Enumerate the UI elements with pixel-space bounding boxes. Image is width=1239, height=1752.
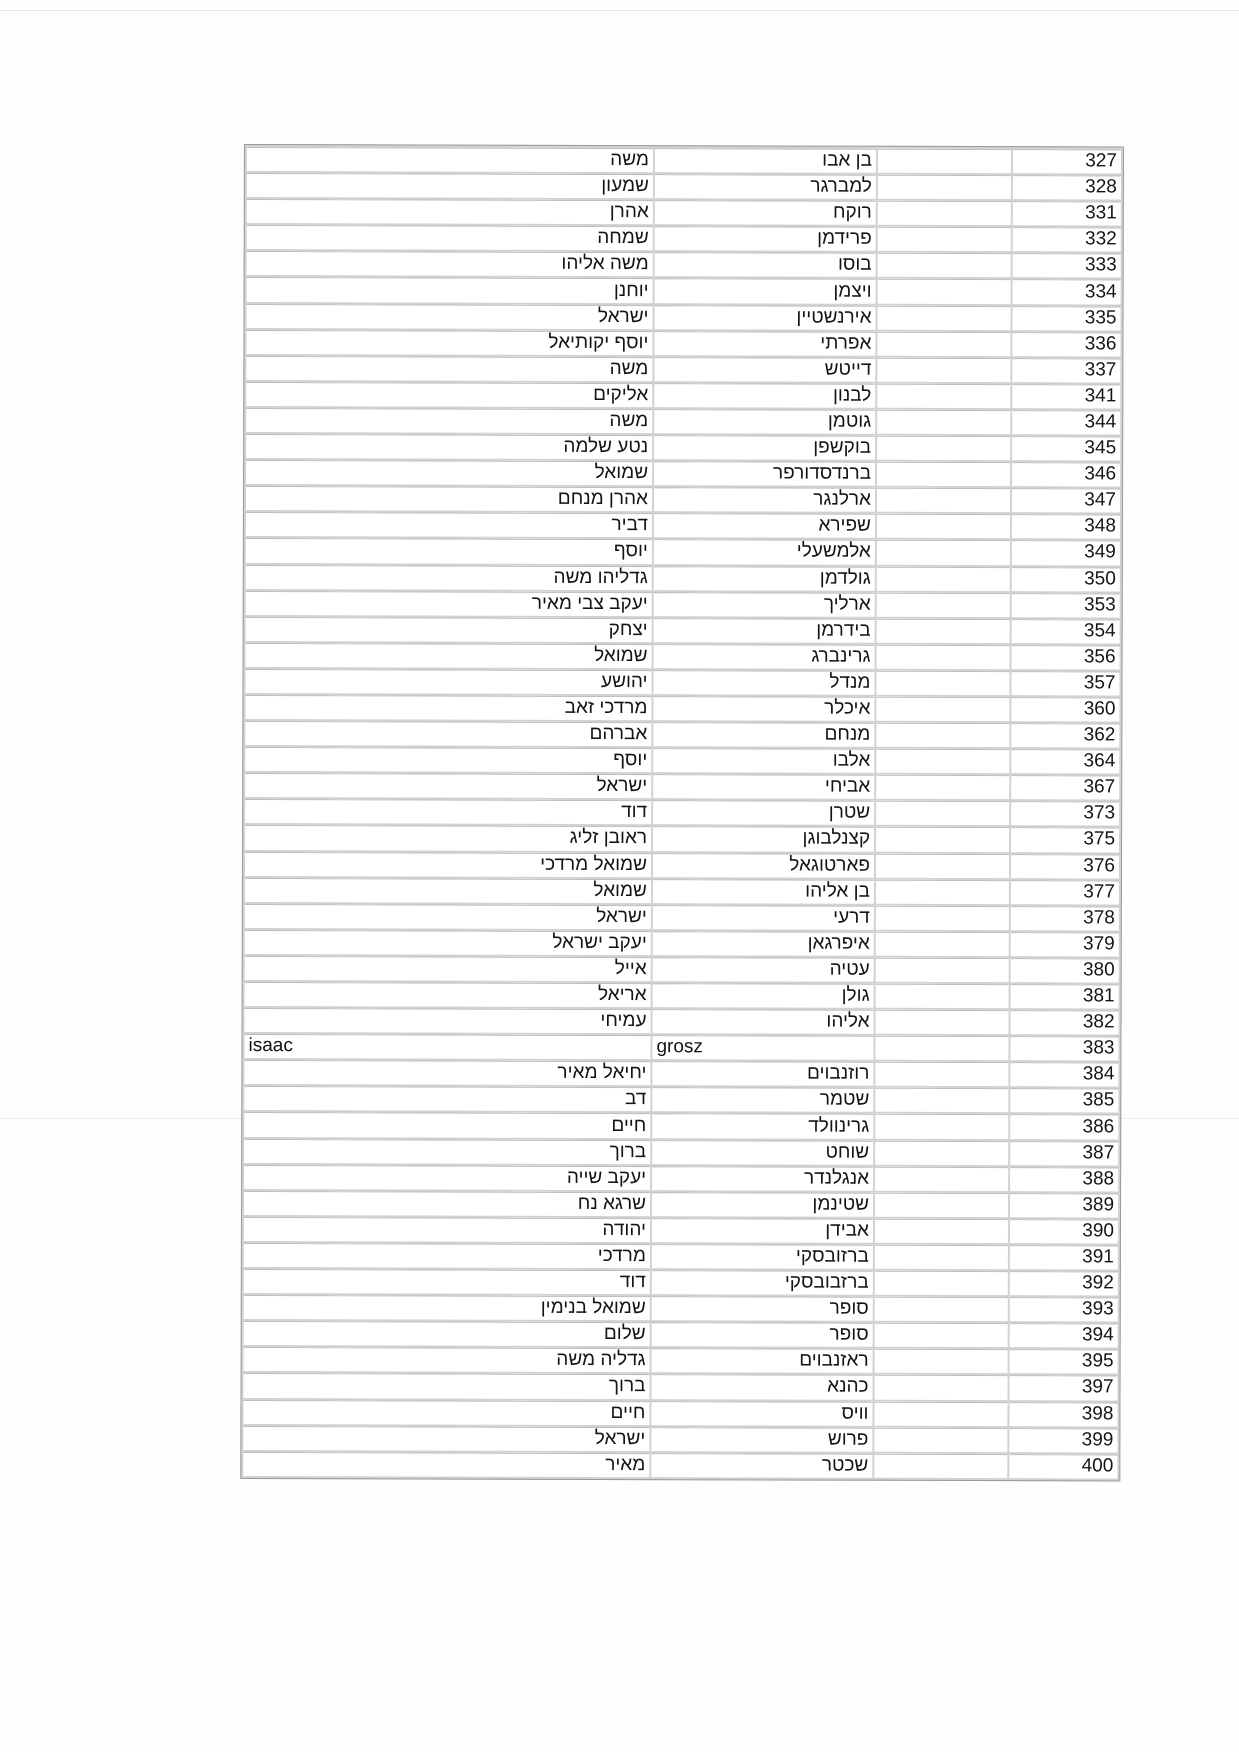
empty-cell [874,1427,1007,1451]
table-row [246,356,1120,383]
number-cell: 357 [1011,671,1119,695]
empty-cell [875,1297,1008,1321]
empty-cell [876,853,1009,877]
empty-cell [876,879,1009,903]
number-cell: 348 [1012,514,1120,538]
table-row [246,538,1120,565]
last-name-cell: איפרגאן [653,931,874,956]
empty-cell [877,592,1010,616]
number-cell: 327 [1013,149,1121,173]
table-row [247,225,1121,252]
table-row [243,1400,1117,1427]
last-name-cell: grosz [652,1035,873,1060]
empty-cell [875,1271,1008,1295]
empty-cell [878,227,1011,251]
first-name-cell: שמואל [246,460,652,485]
first-name-cell: שמואל מרדכי [245,852,651,877]
number-cell: 349 [1012,541,1120,565]
number-cell: 391 [1010,1245,1118,1269]
empty-cell [876,932,1009,956]
first-name-cell: שמעון [247,173,653,198]
number-cell: 335 [1012,306,1120,330]
table-row [247,199,1121,226]
first-name-cell: יעקב ישראל [245,930,651,955]
table-row [244,1060,1118,1087]
first-name-cell: אריאל [245,982,651,1007]
table-row [245,852,1119,879]
empty-cell [875,1062,1008,1086]
table-row [245,1008,1119,1035]
last-name-cell: ברזבובסקי [652,1270,873,1295]
number-cell: 382 [1011,1010,1119,1034]
first-name-cell: שמואל בנימין [244,1295,650,1320]
last-name-cell: ארלנגר [654,487,875,512]
last-name-cell: פרוש [651,1427,872,1452]
last-name-cell: בן אליהו [653,879,874,904]
first-name-cell: ראובן זליג [245,825,651,850]
number-cell: 337 [1012,358,1120,382]
table-row [243,1426,1117,1453]
empty-cell [878,201,1011,225]
first-name-cell: משה [247,147,653,172]
number-cell: 386 [1010,1115,1118,1139]
first-name-cell: מאיר [243,1452,649,1477]
empty-cell [877,566,1010,590]
number-cell: 385 [1010,1089,1118,1113]
last-name-cell: גולדמן [654,566,875,591]
last-name-cell: בוסו [655,253,876,278]
number-cell: 345 [1012,436,1120,460]
first-name-cell: דוד [244,1269,650,1294]
first-name-cell: גדליהו משה [246,565,652,590]
empty-cell [877,305,1010,329]
first-name-cell: ברוך [243,1373,649,1398]
last-name-cell: כהנא [651,1375,872,1400]
table-row [244,1347,1118,1374]
number-cell: 373 [1011,801,1119,825]
empty-cell [878,253,1011,277]
last-name-cell: רוקח [655,200,876,225]
empty-cell [875,1166,1008,1190]
empty-cell [877,618,1010,642]
table-row [243,1452,1117,1479]
first-name-cell: ברוך [244,1139,650,1164]
first-name-cell: שלום [244,1321,650,1346]
number-cell: 356 [1012,645,1120,669]
first-name-cell: יוסף יקותיאל [246,330,652,355]
last-name-cell: וויס [651,1401,872,1426]
number-cell: 392 [1010,1271,1118,1295]
first-name-cell: יוחנן [247,277,653,302]
first-name-cell: חיים [243,1400,649,1425]
last-name-cell: ויצמן [655,279,876,304]
empty-cell [876,984,1009,1008]
empty-cell [875,1219,1008,1243]
empty-cell [875,1323,1008,1347]
empty-cell [876,801,1009,825]
empty-cell [876,958,1009,982]
last-name-cell: לבנון [654,383,875,408]
last-name-cell: אנגלנדר [652,1166,873,1191]
empty-cell [876,749,1009,773]
empty-cell [877,462,1010,486]
table-row [246,304,1120,331]
number-cell: 354 [1012,619,1120,643]
number-cell: 331 [1013,201,1121,225]
table-row [246,486,1120,513]
empty-cell [875,1193,1008,1217]
empty-cell [876,697,1009,721]
first-name-cell: נטע שלמה [246,434,652,459]
number-cell: 394 [1010,1323,1118,1347]
last-name-cell: סופר [652,1296,873,1321]
empty-cell [877,384,1010,408]
empty-cell [877,514,1010,538]
last-name-cell: אבידן [652,1218,873,1243]
first-name-cell: שרגא נח [244,1191,650,1216]
number-cell: 376 [1011,854,1119,878]
last-name-cell: ארליך [654,592,875,617]
first-name-cell: גדליה משה [244,1347,650,1372]
empty-cell [874,1375,1007,1399]
last-name-cell: מנדל [653,670,874,695]
table-row [245,825,1119,852]
empty-cell [876,827,1009,851]
first-name-cell: ישראל [245,904,651,929]
first-name-cell: אליקים [246,382,652,407]
table-row [244,1191,1118,1218]
table-row [245,956,1119,983]
table-row [244,1243,1118,1270]
table-row [244,1269,1118,1296]
empty-cell [876,723,1009,747]
last-name-cell: שטמר [652,1088,873,1113]
table-row [245,982,1119,1009]
last-name-cell: פארטוגאל [653,853,874,878]
number-cell: 341 [1012,384,1120,408]
number-cell: 344 [1012,410,1120,434]
first-name-cell: יצחק [246,617,652,642]
names-table-body [243,147,1121,1478]
table-row [246,460,1120,487]
table-row [244,1112,1118,1139]
last-name-cell: בוקשפן [654,435,875,460]
last-name-cell: בידרמן [654,618,875,643]
number-cell: 346 [1012,462,1120,486]
last-name-cell: שטרן [653,800,874,825]
first-name-cell: דביר [246,512,652,537]
last-name-cell: ראזנבוים [652,1348,873,1373]
table-row [243,1373,1117,1400]
last-name-cell: שטינמן [652,1192,873,1217]
last-name-cell: אלמשעלי [654,540,875,565]
table-row [245,904,1119,931]
last-name-cell: שפירא [654,513,875,538]
number-cell: 387 [1010,1141,1118,1165]
last-name-cell: בן אבו [655,148,876,173]
first-name-cell: יוסף [246,538,652,563]
empty-cell [874,1401,1007,1425]
table-row [245,930,1119,957]
first-name-cell: אייל [245,956,651,981]
last-name-cell: מנחם [653,722,874,747]
last-name-cell: שכטר [651,1453,872,1478]
empty-cell [876,775,1009,799]
first-name-cell: יעקב צבי מאיר [246,591,652,616]
last-name-cell: אפרתי [654,331,875,356]
number-cell: 334 [1013,280,1121,304]
table-row [246,408,1120,435]
empty-cell [878,279,1011,303]
first-name-cell: ישראל [246,304,652,329]
number-cell: 399 [1009,1428,1117,1452]
table-row [246,434,1120,461]
first-name-cell: דוד [245,799,651,824]
last-name-cell: דרעי [653,905,874,930]
table-row [246,565,1120,592]
first-name-cell: isaac [244,1034,650,1059]
first-name-cell: ישראל [245,773,651,798]
number-cell: 367 [1011,775,1119,799]
last-name-cell: רוזנבוים [652,1061,873,1086]
last-name-cell: עטיה [653,957,874,982]
number-cell: 393 [1010,1297,1118,1321]
empty-cell [875,1349,1008,1373]
last-name-cell: גוטמן [654,409,875,434]
number-cell: 328 [1013,175,1121,199]
number-cell: 364 [1011,749,1119,773]
first-name-cell: חיים [244,1112,650,1137]
empty-cell [876,1010,1009,1034]
number-cell: 395 [1010,1349,1118,1373]
empty-cell [875,1140,1008,1164]
empty-cell [877,645,1010,669]
last-name-cell: שוחט [652,1140,873,1165]
first-name-cell: יהודה [244,1217,650,1242]
table-row [246,591,1120,618]
first-name-cell: שמואל [245,878,651,903]
empty-cell [877,358,1010,382]
last-name-cell: דייטש [654,357,875,382]
first-name-cell: דב [244,1086,650,1111]
table-row [245,721,1119,748]
table-row [244,1139,1118,1166]
first-name-cell: ישראל [243,1426,649,1451]
table-row [246,330,1120,357]
last-name-cell: אירנשטיין [654,305,875,330]
number-cell: 397 [1009,1376,1117,1400]
table-row [244,1295,1118,1322]
last-name-cell: גולן [653,983,874,1008]
last-name-cell: קצנלבוגן [653,827,874,852]
number-cell: 353 [1012,593,1120,617]
number-cell: 379 [1011,932,1119,956]
number-cell: 388 [1010,1167,1118,1191]
table-row [247,173,1121,200]
number-cell: 384 [1010,1062,1118,1086]
table-row [245,695,1119,722]
table-row [246,617,1120,644]
empty-cell [874,1453,1007,1477]
last-name-cell: סופר [652,1322,873,1347]
document-page [240,144,1124,1481]
last-name-cell: אביחי [653,774,874,799]
table-row [245,878,1119,905]
table-row [247,251,1121,278]
first-name-cell: אהרן [247,199,653,224]
first-name-cell: משה אליהו [247,251,653,276]
names-table [240,144,1124,1481]
last-name-cell: אלבו [653,748,874,773]
empty-cell [878,175,1011,199]
empty-cell [876,905,1009,929]
empty-cell [875,1114,1008,1138]
empty-cell [877,410,1010,434]
last-name-cell: אליהו [653,1009,874,1034]
table-row [245,669,1119,696]
table-row [247,147,1121,174]
first-name-cell: יחיאל מאיר [244,1060,650,1085]
table-row [246,382,1120,409]
number-cell: 375 [1011,828,1119,852]
empty-cell [877,540,1010,564]
number-cell: 398 [1009,1402,1117,1426]
number-cell: 347 [1012,488,1120,512]
first-name-cell: יוסף [245,747,651,772]
first-name-cell: עמיחי [245,1008,651,1033]
table-row [244,1086,1118,1113]
table-row [244,1217,1118,1244]
number-cell: 362 [1011,723,1119,747]
number-cell: 377 [1011,880,1119,904]
number-cell: 390 [1010,1219,1118,1243]
number-cell: 336 [1012,332,1120,356]
first-name-cell: אהרן מנחם [246,486,652,511]
last-name-cell: למברגר [655,174,876,199]
first-name-cell: מרדכי זאב [245,695,651,720]
empty-cell [875,1088,1008,1112]
number-cell: 381 [1011,984,1119,1008]
first-name-cell: יעקב שייה [244,1165,650,1190]
empty-cell [877,331,1010,355]
table-row [246,512,1120,539]
table-row [244,1034,1118,1061]
first-name-cell: אברהם [245,721,651,746]
empty-cell [875,1245,1008,1269]
number-cell: 333 [1013,254,1121,278]
first-name-cell: יהושע [245,669,651,694]
empty-cell [875,1036,1008,1060]
number-cell: 350 [1012,567,1120,591]
table-row [245,799,1119,826]
first-name-cell: שמואל [246,643,652,668]
scan-edge-line [0,10,1239,11]
empty-cell [877,488,1010,512]
table-row [247,277,1121,304]
number-cell: 378 [1011,906,1119,930]
first-name-cell: משה [246,408,652,433]
last-name-cell: גרינברג [654,644,875,669]
table-row [244,1165,1118,1192]
last-name-cell: ברנדסדורפר [654,461,875,486]
table-row [245,773,1119,800]
number-cell: 383 [1010,1036,1118,1060]
number-cell: 332 [1013,227,1121,251]
empty-cell [877,436,1010,460]
number-cell: 360 [1011,697,1119,721]
table-row [245,747,1119,774]
empty-cell [878,149,1011,173]
table-row [246,643,1120,670]
number-cell: 400 [1009,1454,1117,1478]
number-cell: 380 [1011,958,1119,982]
last-name-cell: ברזובסקי [652,1244,873,1269]
first-name-cell: מרדכי [244,1243,650,1268]
last-name-cell: פרידמן [655,226,876,251]
first-name-cell: משה [246,356,652,381]
number-cell: 389 [1010,1193,1118,1217]
first-name-cell: שמחה [247,225,653,250]
last-name-cell: גרינוולד [652,1114,873,1139]
table-row [244,1321,1118,1348]
last-name-cell: איכלר [653,696,874,721]
empty-cell [876,671,1009,695]
